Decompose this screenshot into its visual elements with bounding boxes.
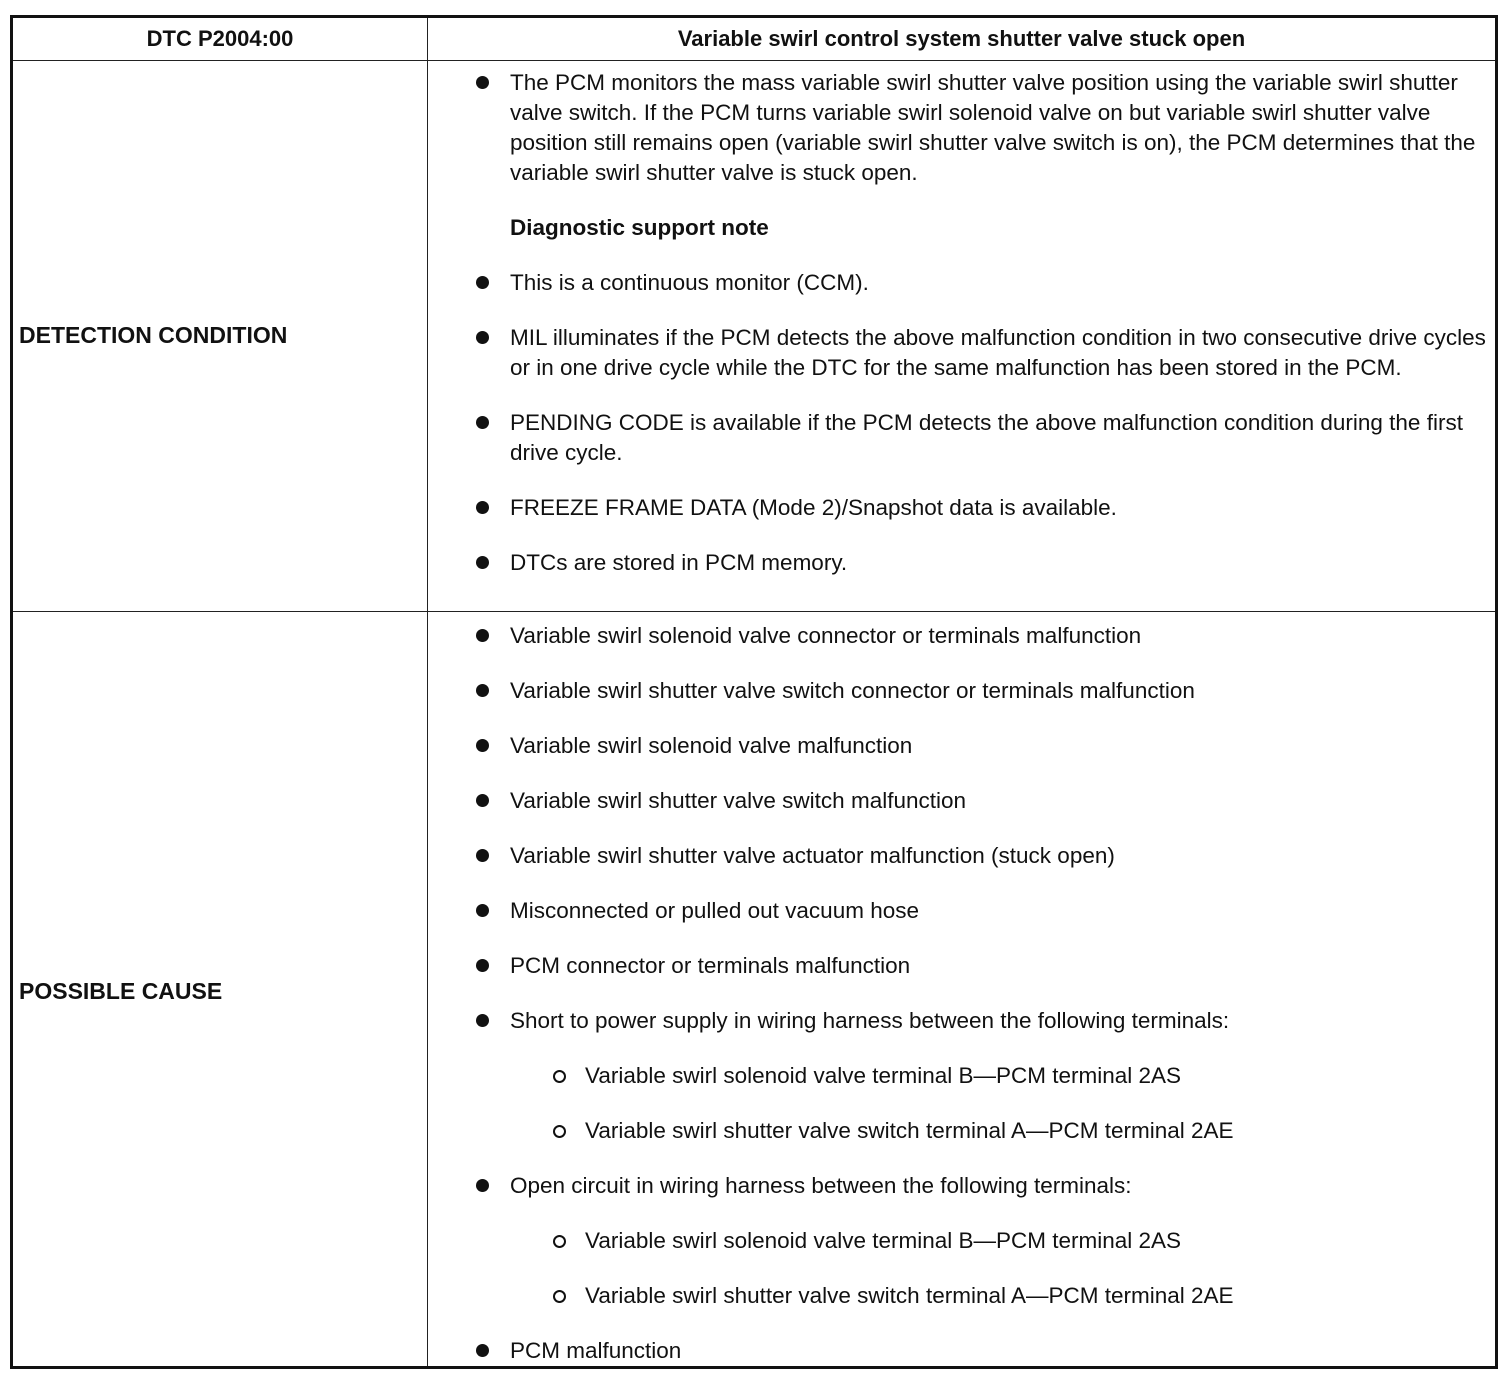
bullet-icon (476, 1344, 489, 1357)
diagnostic-note-heading: Diagnostic support note (510, 215, 769, 240)
list-item-text: PENDING CODE is available if the PCM detects the above malfunction condition during the first drive cycle. (510, 410, 1463, 465)
dtc-code-header: DTC P2004:00 (146, 26, 294, 51)
sub-list-item (428, 1061, 1488, 1091)
list-item (428, 323, 1488, 383)
bullet-icon (476, 629, 489, 642)
bullet-icon (476, 1014, 489, 1027)
list-item-text: MIL illuminates if the PCM detects the above malfunction condition in two consecutive drive cycles or in one drive cycle while the DTC for the same malfunction has been stored in the PCM. (510, 325, 1486, 380)
bullet-icon (476, 849, 489, 862)
hollow-bullet-icon (553, 1235, 566, 1248)
bullet-icon (476, 331, 489, 344)
bullet-icon (476, 794, 489, 807)
sub-list-item (428, 1281, 1488, 1311)
possible-cause-content (428, 621, 1488, 1366)
detection-condition-content (428, 68, 1488, 578)
list-item-text: Variable swirl shutter valve switch malfunction (510, 788, 967, 813)
list-item-text: PCM malfunction (510, 1338, 682, 1363)
bullet-icon (476, 1179, 489, 1192)
bullet-icon (476, 501, 489, 514)
list-item-text: Misconnected or pulled out vacuum hose (510, 898, 919, 923)
list-item (428, 548, 1488, 578)
list-item (428, 408, 1488, 468)
list-item-text: Variable swirl shutter valve switch connector or terminals malfunction (510, 678, 1195, 703)
bullet-icon (476, 739, 489, 752)
list-item-text: PCM connector or terminals malfunction (510, 953, 911, 978)
list-item-text: Short to power supply in wiring harness between the following terminals: (510, 1008, 1230, 1033)
bullet-icon (476, 556, 489, 569)
list-item (428, 896, 1488, 926)
list-item (428, 621, 1488, 651)
bullet-icon (476, 276, 489, 289)
list-item (428, 676, 1488, 706)
sub-list-item-text: Variable swirl shutter valve switch terminal A—PCM terminal 2AE (585, 1283, 1234, 1308)
bullet-icon (476, 416, 489, 429)
list-item (428, 731, 1488, 761)
sub-list-item-text: Variable swirl shutter valve switch terminal A—PCM terminal 2AE (585, 1118, 1234, 1143)
list-item-text: This is a continuous monitor (CCM). (510, 270, 869, 295)
row-divider-header (13, 60, 1495, 61)
sub-list-item-text: Variable swirl solenoid valve terminal B—PCM terminal 2AS (585, 1063, 1182, 1088)
list-item (428, 268, 1488, 298)
list-item-text: Variable swirl shutter valve actuator malfunction (stuck open) (510, 843, 1115, 868)
list-item (428, 951, 1488, 981)
bullet-icon (476, 684, 489, 697)
bullet-icon (476, 904, 489, 917)
list-item (428, 841, 1488, 871)
sub-list-item-text: Variable swirl solenoid valve terminal B—PCM terminal 2AS (585, 1228, 1182, 1253)
bullet-icon (476, 959, 489, 972)
hollow-bullet-icon (553, 1070, 566, 1083)
possible-cause-label: POSSIBLE CAUSE (19, 978, 223, 1004)
sub-list-item (428, 1226, 1488, 1256)
list-item-text: Open circuit in wiring harness between the following terminals: (510, 1173, 1132, 1198)
hollow-bullet-icon (553, 1290, 566, 1303)
list-item (428, 1336, 1488, 1366)
list-item (428, 493, 1488, 523)
list-item (428, 1171, 1488, 1201)
list-item (428, 786, 1488, 816)
bullet-icon (476, 76, 489, 89)
list-item (428, 68, 1488, 188)
dtc-description-header: Variable swirl control system shutter valve stuck open (677, 26, 1246, 51)
list-item-text: Variable swirl solenoid valve malfunction (510, 733, 913, 758)
hollow-bullet-icon (553, 1125, 566, 1138)
list-item-text: FREEZE FRAME DATA (Mode 2)/Snapshot data is available. (510, 495, 1117, 520)
dtc-table (10, 15, 1498, 1369)
row-divider-cause (13, 611, 1495, 612)
list-item-text: The PCM monitors the mass variable swirl shutter valve position using the variable swirl shutter valve switch. If the PCM turns variable swirl solenoid valve on but variable swirl shutter valve position still remains open (variable swirl shutter valve switch is on), the PCM determines that the variable swirl shutter valve is stuck open. (510, 70, 1476, 185)
list-item (428, 1006, 1488, 1036)
list-item-text: Variable swirl solenoid valve connector or terminals malfunction (510, 623, 1142, 648)
detection-condition-label: DETECTION CONDITION (19, 322, 288, 348)
sub-list-item (428, 1116, 1488, 1146)
list-item-text: DTCs are stored in PCM memory. (510, 550, 848, 575)
